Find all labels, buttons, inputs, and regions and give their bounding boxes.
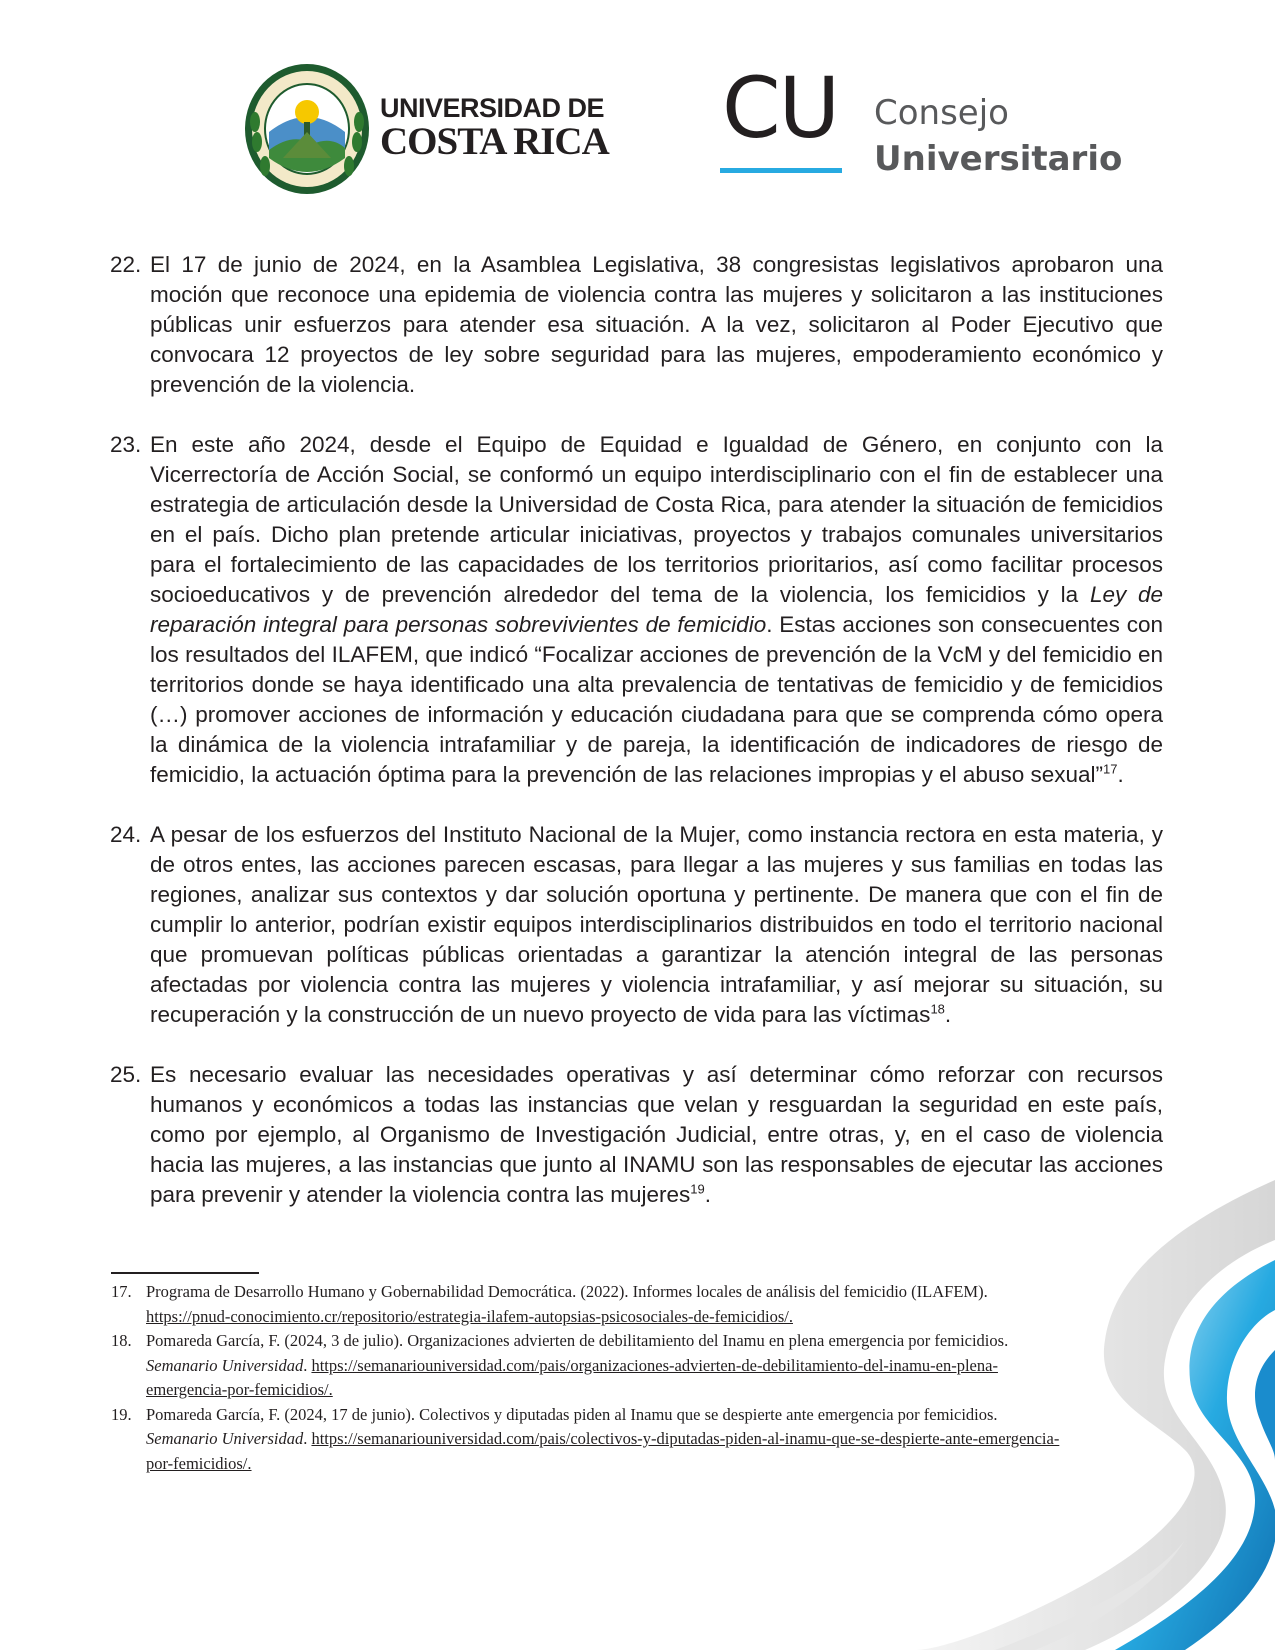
footnote-ref-17[interactable]: 17 xyxy=(1103,761,1118,777)
footnote-text: Pomareda García, F. (2024, 3 de julio). Organizaciones advierten de debilitamiento del Inamu en plena emergencia por femicidios. xyxy=(146,1331,1009,1350)
footnote-ref-18[interactable]: 18 xyxy=(930,1001,945,1017)
paragraph-text-continued: . Estas acciones son consecuentes con los resultados del ILAFEM, que indicó “Focalizar acciones de prevención de la VcM y del femicidio en territorios donde se haya identificado una alta prevalencia de tentativas de femicidio y de femicidios (…) promover acciones de información y educación ciudadana para que se comprenda cómo opera la dinámica de la violencia intrafamiliar y de pareja, la identificación de indicadores de riesgo de femicidio, la actuación óptima para la prevención de las relaciones impropias y el abuso sexual” xyxy=(150,612,1164,787)
cu-logo-mark: CU xyxy=(722,59,839,157)
ucr-seal-logo xyxy=(243,62,371,196)
footnote-separator-text: . xyxy=(303,1429,312,1448)
law-title-italic: Ley de reparación integral para personas sobrevivientes de femicidio xyxy=(150,582,1163,637)
paragraph-number: 24. xyxy=(110,822,142,847)
paragraph-end: . xyxy=(1117,762,1124,787)
page-header xyxy=(0,0,1275,220)
paragraph-text: Es necesario evaluar las necesidades operativas y así determinar cómo reforzar con recursos humanos y económicos a todas las instancias que velan y resguardan la seguridad en este país, como por ejemplo, al Organismo de Investigación Judicial, entre otras, y, en el caso de violencia hacia las mujeres, a las instancias que junto al INAMU son las responsables de ejecutar las acciones para prevenir y atender la violencia contra las mujeres xyxy=(150,1062,1163,1207)
university-name-line2: COSTA RICA xyxy=(380,120,609,163)
paragraph-text: En este año 2024, desde el Equipo de Equidad e Igualdad de Género, en conjunto con la Vicerrectoría de Acción Social, se conformó un equipo interdisciplinario con el fin de establecer una estrategia de articulación desde la Universidad de Costa Rica, para atender la situación de femicidios en el país. Dicho plan pretende articular iniciativas, proyectos y trabajos comunales universitarios para el fortalecimiento de las capacidades de los territorios prioritarios, así como facilitar procesos socioeducativos y de prevención alrededor del tema de la violencia, los femicidios y la xyxy=(150,432,1163,607)
paragraph-number: 22. xyxy=(110,252,142,277)
footnote-ref-19[interactable]: 19 xyxy=(690,1181,705,1197)
footnote-publication: Semanario Universidad xyxy=(146,1429,304,1448)
numbered-paragraph-23 xyxy=(110,430,1163,790)
university-name-line1: UNIVERSIDAD DE xyxy=(380,93,605,123)
footnote-link[interactable]: https://semanariouniversidad.com/pais/organizaciones-advierten-de-debilitamiento-del-inamu-en-plena-emergencia-por-femicidios/. xyxy=(146,1355,998,1399)
footnote-number: 17. xyxy=(111,1282,132,1301)
paragraph-number: 25. xyxy=(110,1062,142,1087)
cu-logo-underline xyxy=(720,168,842,173)
footnote-text: Programa de Desarrollo Humano y Gobernabilidad Democrática. (2022). Informes locales de análisis del femicidio (ILAFEM). xyxy=(146,1282,988,1301)
footnote-number: 18. xyxy=(111,1331,132,1350)
council-name-line1: Consejo xyxy=(874,93,1009,133)
footnote-text: Pomareda García, F. (2024, 17 de junio). Colectivos y diputadas piden al Inamu que se despierte ante emergencia por femicidios. xyxy=(146,1404,998,1424)
council-name-line2: Universitario xyxy=(874,139,1123,179)
paragraph-text: El 17 de junio de 2024, en la Asamblea Legislativa, 38 congresistas legislativos aprobaron una moción que reconoce una epidemia de violencia contra las mujeres y solicitaron a las instituciones públicas unir esfuerzos para atender esa situación. A la vez, solicitaron al Poder Ejecutivo que convocara 12 proyectos de ley sobre seguridad para las mujeres, empoderamiento económico y prevención de la violencia. xyxy=(150,252,1163,397)
numbered-paragraph-24 xyxy=(110,820,1163,1030)
paragraph-text: A pesar de los esfuerzos del Instituto Nacional de la Mujer, como instancia rectora en esta materia, y de otros entes, las acciones parecen escasas, para llegar a las mujeres y sus familias en todas las regiones, analizar sus contextos y dar solución oportuna y pertinente. De manera que con el fin de cumplir lo anterior, podrían existir equipos interdisciplinarios distribuidos en todo el territorio nacional que promuevan políticas públicas orientadas a garantizar la atención integral de las personas afectadas por violencia contra las mujeres y violencia intrafamiliar, y así mejorar su situación, su recuperación y la construcción de un nuevo proyecto de vida para las víctimas xyxy=(150,822,1163,1027)
university-name xyxy=(380,94,609,162)
decorative-ribbon xyxy=(855,1180,1275,1650)
paragraph-end: . xyxy=(944,1002,952,1027)
footnote-separator xyxy=(111,1272,259,1274)
footnote-link[interactable]: https://semanariouniversidad.com/pais/colectivos-y-diputadas-piden-al-inamu-que-se-despierte-ante-emergencia-por-femicidios/. xyxy=(146,1429,1060,1473)
footnote-number: 19. xyxy=(111,1404,132,1424)
document-body xyxy=(110,250,1163,1240)
paragraph-number: 23. xyxy=(110,432,142,457)
footnote-separator-text: . xyxy=(303,1355,312,1375)
paragraph-end: . xyxy=(704,1182,712,1207)
numbered-paragraph-22 xyxy=(110,250,1163,400)
footnote-link[interactable]: https://pnud-conocimiento.cr/repositorio/estrategia-ilafem-autopsias-psicosociales-de-femicidios/. xyxy=(146,1306,793,1326)
footnote-publication: Semanario Universidad xyxy=(146,1355,304,1375)
